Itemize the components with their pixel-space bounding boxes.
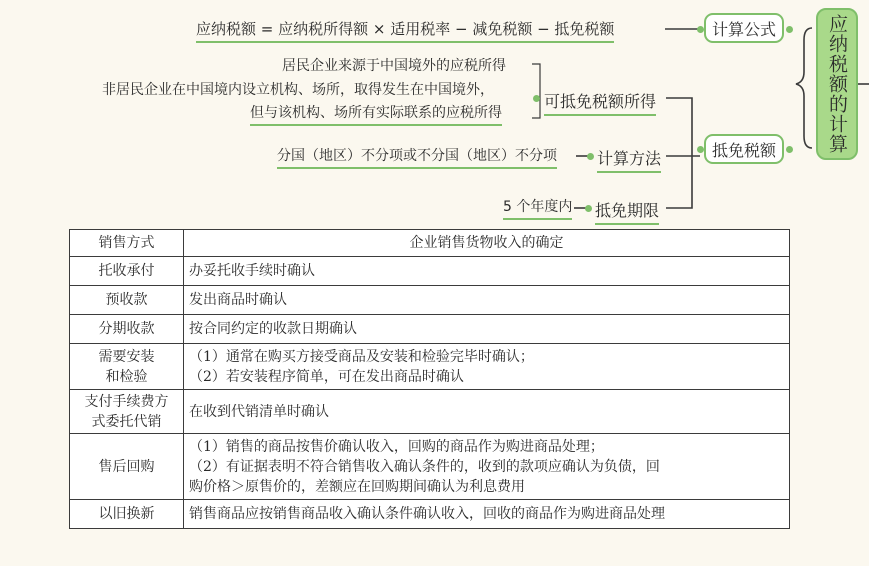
connector-dot bbox=[697, 146, 704, 153]
credit-income-line-2: 非居民企业在中国境内设立机构、场所，取得发生在中国境外， bbox=[102, 82, 494, 98]
calc-method-node: 计算方法 bbox=[597, 146, 661, 173]
sales-method-cell: 托收承付 bbox=[70, 257, 184, 286]
sales-method-cell: 预收款 bbox=[70, 286, 184, 315]
table-row bbox=[70, 390, 790, 434]
recognition-cell: 在收到代销清单时确认 bbox=[184, 390, 790, 434]
table-row bbox=[70, 315, 790, 344]
sales-method-line: 式委托代销 bbox=[91, 413, 162, 430]
sales-method-cell: 分期收款 bbox=[70, 315, 184, 344]
connector-dot bbox=[533, 95, 540, 102]
header-sales-method: 销售方式 bbox=[70, 230, 184, 257]
credit-period-detail: 5 个年度内 bbox=[503, 196, 572, 220]
credit-income-line-3: 但与该机构、场所有实际联系的应税所得 bbox=[250, 102, 502, 126]
connector-dot bbox=[585, 205, 592, 212]
recognition-cell: 销售商品应按销售商品收入确认条件确认收入，回收的商品作为购进商品处理 bbox=[184, 500, 790, 529]
table-row bbox=[70, 500, 790, 529]
revenue-recognition-table bbox=[69, 229, 790, 529]
header-revenue-recognition: 企业销售货物收入的确定 bbox=[184, 230, 790, 257]
formula-branch-node: 计算公式 bbox=[704, 13, 784, 43]
sales-method-cell bbox=[70, 390, 184, 434]
table-row bbox=[70, 434, 790, 500]
credit-branch-node: 抵免税额 bbox=[704, 134, 784, 164]
table-row bbox=[70, 257, 790, 286]
connector-dot bbox=[587, 153, 594, 160]
table-header-row bbox=[70, 230, 790, 257]
recognition-line: 购价格＞原售价的，差额应在回购期间确认为利息费用 bbox=[189, 478, 525, 495]
recognition-cell bbox=[184, 434, 790, 500]
credit-income-line-1: 居民企业来源于中国境外的应税所得 bbox=[282, 58, 506, 74]
recognition-cell: 按合同约定的收款日期确认 bbox=[184, 315, 790, 344]
recognition-line: （1）销售的商品按售价确认收入，回购的商品作为购进商品处理； bbox=[189, 438, 604, 455]
tax-formula: 应纳税额 = 应纳税所得额 × 适用税率 − 减免税额 − 抵免税额 bbox=[196, 18, 614, 43]
table-row bbox=[70, 286, 790, 315]
table-row bbox=[70, 344, 790, 390]
connector-dot bbox=[786, 146, 793, 153]
sales-method-line: 需要安装 bbox=[98, 348, 155, 365]
connector-dot bbox=[786, 26, 793, 33]
sales-method-line: 和检验 bbox=[105, 368, 148, 385]
connector-dot bbox=[697, 26, 704, 33]
recognition-cell: 办妥托收手续时确认 bbox=[184, 257, 790, 286]
credit-period-node: 抵免期限 bbox=[595, 198, 659, 225]
tax-mindmap bbox=[0, 0, 869, 225]
recognition-line: （1）通常在购买方接受商品及安装和检验完毕时确认； bbox=[189, 348, 534, 365]
credit-income-node: 可抵免税额所得 bbox=[544, 89, 656, 116]
root-node: 应纳税额的计算 bbox=[816, 8, 858, 160]
calc-method-detail: 分国（地区）不分项或不分国（地区）不分项 bbox=[277, 145, 557, 169]
sales-method-line: 支付手续费方 bbox=[84, 393, 169, 410]
sales-method-cell: 售后回购 bbox=[70, 434, 184, 500]
sales-method-cell bbox=[70, 344, 184, 390]
sales-method-cell: 以旧换新 bbox=[70, 500, 184, 529]
recognition-line: （2）有证据表明不符合销售收入确认条件的，收到的款项应确认为负债，回 bbox=[189, 458, 660, 475]
recognition-line: （2）若安装程序简单，可在发出商品时确认 bbox=[189, 368, 464, 385]
recognition-cell: 发出商品时确认 bbox=[184, 286, 790, 315]
recognition-cell bbox=[184, 344, 790, 390]
